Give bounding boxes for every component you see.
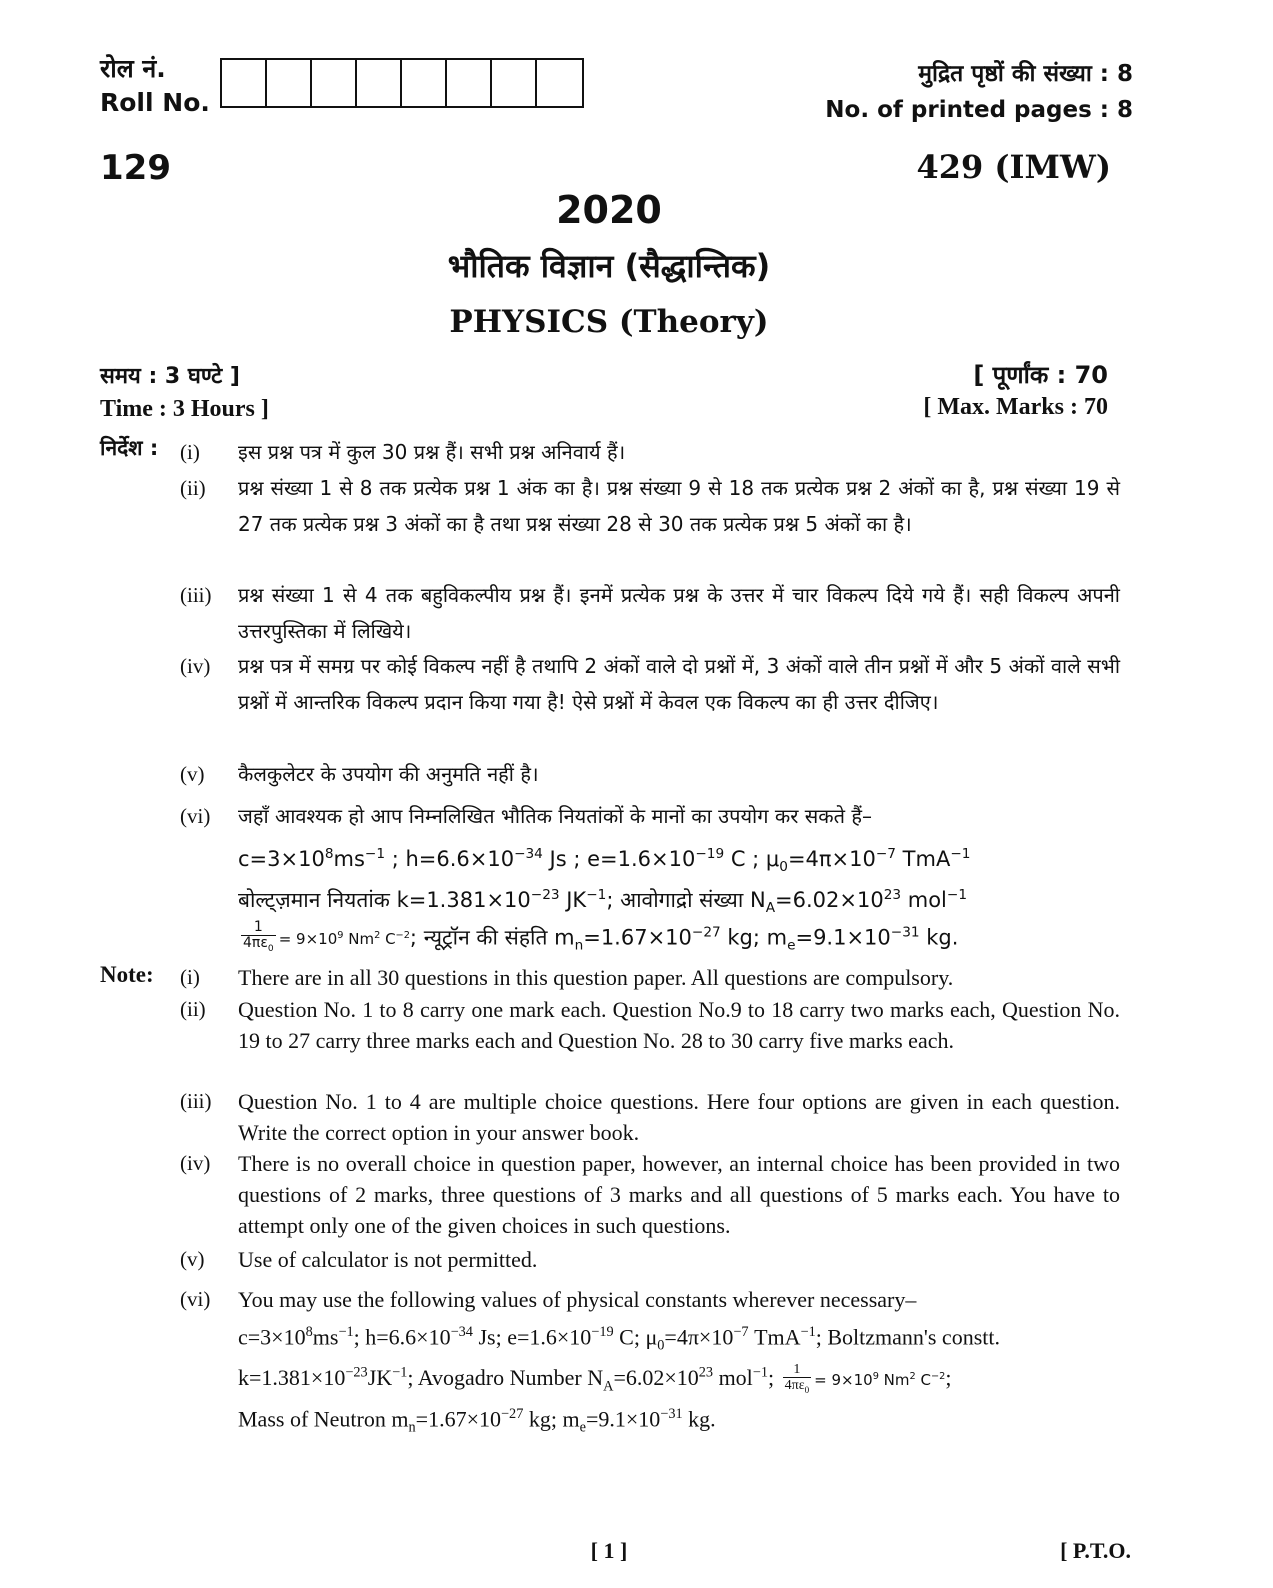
roll-digit-box[interactable] — [492, 60, 537, 106]
paper-code-left: 129 — [100, 148, 171, 188]
constants-line-3-hindi: $\frac{1}{4\pi\varepsilon_0}$ = $9\times 10^9$ Nm$^2$ $C^{-2}$; न्यूट्रॉन की संहति $m_n=1.67\times 10^{-27}$ kg; $m_e=9.1\times 10^{-31}$ kg. — [238, 920, 1120, 957]
subject-title-english: PHYSICS (Theory) — [449, 304, 769, 340]
instruction-text: कैलकुलेटर के उपयोग की अनुमति नहीं है। — [238, 762, 539, 786]
roll-digit-box[interactable] — [447, 60, 492, 106]
roll-digit-box[interactable] — [357, 60, 402, 106]
note-number: (ii) — [180, 997, 206, 1021]
notes-heading-english: Note: — [100, 962, 154, 987]
instructions-heading-hindi: निर्देश : — [100, 436, 159, 460]
printed-pages — [825, 56, 1133, 128]
constants-line-3-english: Mass of Neutron $m_n=1.67\times 10^{-27}$ kg; $m_e=9.1\times 10^{-31}$ kg. — [238, 1406, 716, 1436]
roll-digit-box[interactable] — [537, 60, 582, 106]
coulomb-fraction: $\frac{1}{4\pi\varepsilon_0}$ — [784, 1362, 810, 1395]
note-number: (vi) — [180, 1287, 211, 1311]
constants-line-1-hindi: $c=3\times 10^8ms^{-1}$ ; $h=6.6\times 10^{-34}$ Js ; $e=1.6\times 10^{-19}$ C ; $\mu_0=4\pi\times 10^{-7}$ TmA$^{-1}$ — [238, 846, 971, 876]
instruction-number: (i) — [180, 440, 200, 464]
note-number: (i) — [180, 965, 200, 989]
instruction-hindi — [180, 470, 1120, 542]
note-text: Question No. 1 to 4 are multiple choice questions. Here four options are given in each question. Write the correct option in your answer book. — [238, 1089, 1120, 1145]
roll-label-hindi: रोल नं. — [100, 54, 166, 83]
note-number: (v) — [180, 1247, 205, 1271]
roll-digit-box[interactable] — [267, 60, 312, 106]
instruction-number: (vi) — [180, 804, 211, 828]
note-number: (iv) — [180, 1151, 211, 1175]
roll-digit-box[interactable] — [312, 60, 357, 106]
neutron-label-english: Mass of Neutron — [238, 1406, 386, 1432]
instruction-hindi — [180, 577, 1120, 649]
avogadro-label-hindi: आवोगाद्रो संख्या — [620, 888, 744, 912]
note-text: Question No. 1 to 8 carry one mark each. Question No.9 to 18 carry two marks each, Question No. 19 to 27 carry three marks each and Question No. 28 to 30 carry five marks each. — [238, 997, 1120, 1053]
note-text: There are in all 30 questions in this question paper. All questions are compulsory. — [238, 965, 954, 990]
instruction-text: जहाँ आवश्यक हो आप निम्नलिखित भौतिक नियतांकों के मानों का उपयोग कर सकते हैं– — [238, 804, 873, 828]
boltzmann-label-hindi: बोल्ट्ज़मान नियतांक — [238, 888, 390, 912]
boltzmann-label-english: Boltzmann's constt. — [827, 1324, 1000, 1350]
note-text: There is no overall choice in question paper, however, an internal choice has been provided in two questions of 2 marks, three questions of 3 marks and all questions of 5 marks each. You have to attempt only one of the given choices in such questions. — [238, 1151, 1120, 1238]
roll-label-english: Roll No. — [100, 88, 210, 117]
instruction-text: प्रश्न पत्र में समग्र पर कोई विकल्प नहीं है तथापि 2 अंकों वाले दो प्रश्नों में, 3 अंकों वाले तीन प्रश्नों में और 5 अंकों वाले सभी प्रश्नों में आन्तरिक विकल्प प्रदान किया गया है! ऐसे प्रश्नों में केवल एक विकल्प का ही उत्तर दीजिए। — [238, 654, 1120, 714]
instruction-text: प्रश्न संख्या 1 से 4 तक बहुविकल्पीय प्रश्न हैं। इनमें प्रत्येक प्रश्न के उत्तर में चार विकल्प दिये गये हैं। सही विकल्प अपनी उत्तरपुस्तिका में लिखिये। — [238, 583, 1120, 643]
note-english — [180, 1244, 1120, 1275]
note-text: Use of calculator is not permitted. — [238, 1247, 538, 1272]
max-marks-hindi: [ पूर्णांक : 70 — [973, 361, 1108, 389]
coulomb-fraction: $\frac{1}{4\pi\varepsilon_0}$ — [243, 919, 274, 954]
printed-pages-english: No. of printed pages : 8 — [825, 97, 1133, 123]
roll-digit-box[interactable] — [222, 60, 267, 106]
note-english — [180, 962, 1120, 993]
time-hindi: समय : 3 घण्टे ] — [100, 364, 240, 389]
instruction-hindi — [180, 798, 1120, 834]
note-english — [180, 994, 1120, 1056]
printed-pages-hindi: मुद्रित पृष्ठों की संख्या : 8 — [918, 61, 1133, 87]
note-text: You may use the following values of physical constants wherever necessary– — [238, 1287, 917, 1312]
roll-number-boxes[interactable] — [220, 58, 584, 108]
note-english — [180, 1086, 1120, 1148]
subject-title-hindi: भौतिक विज्ञान (सैद्धान्तिक) — [447, 247, 771, 285]
instruction-number: (ii) — [180, 476, 206, 500]
pto-label: [ P.T.O. — [1060, 1538, 1131, 1563]
avogadro-label-english: Avogadro Number — [417, 1364, 582, 1390]
roll-number-label — [100, 52, 210, 120]
instruction-text: प्रश्न संख्या 1 से 8 तक प्रत्येक प्रश्न 1 अंक का है। प्रश्न संख्या 9 से 18 तक प्रत्येक प्रश्न 2 अंकों का है, प्रश्न संख्या 19 से 27 तक प्रत्येक प्रश्न 3 अंकों का है तथा प्रश्न संख्या 28 से 30 तक प्रत्येक प्रश्न 5 अंकों का है। — [238, 476, 1120, 536]
instruction-hindi — [180, 648, 1120, 720]
constants-line-2-english: $k=1.381\times 10^{-23}JK^{-1}$; Avogadro Number $N_A=6.02\times 10^{23}$ mol$^{-1}$; $\frac{1}{4\pi\varepsilon_0}$ = $9\times 10^9$ Nm$^2$ $C^{-2}$; — [238, 1362, 1120, 1398]
instruction-text: इस प्रश्न पत्र में कुल 30 प्रश्न हैं। सभी प्रश्न अनिवार्य हैं। — [238, 440, 626, 464]
time-english: Time : 3 Hours ] — [100, 396, 269, 422]
constants-line-1-english: $c=3\times 10^8ms^{-1}$; $h=6.6\times 10^{-34}$ Js; $e=1.6\times 10^{-19}$ C; $\mu_0=4\pi\times 10^{-7}$ TmA$^{-1}$; Boltzmann's constt. — [238, 1324, 1000, 1354]
note-number: (iii) — [180, 1089, 212, 1113]
neutron-label-hindi: न्यूट्रॉन की संहति — [423, 925, 548, 950]
instruction-number: (iii) — [180, 583, 212, 607]
max-marks-english: [ Max. Marks : 70 — [923, 394, 1108, 420]
note-english — [180, 1148, 1120, 1241]
constants-line-2-hindi: बोल्ट्ज़मान नियतांक $k=1.381\times 10^{-23}$ $JK^{-1}$; आवोगाद्रो संख्या $N_A=6.02\times 10^{23}$ mol$^{-1}$ — [238, 887, 967, 917]
instruction-hindi — [180, 756, 1120, 792]
instruction-hindi — [180, 434, 1120, 470]
paper-code-right: 429 (IMW) — [916, 148, 1111, 186]
instruction-number: (iv) — [180, 654, 211, 678]
note-english — [180, 1284, 1120, 1315]
roll-digit-box[interactable] — [402, 60, 447, 106]
exam-year: 2020 — [556, 188, 662, 232]
page-number: [ 1 ] — [590, 1538, 628, 1563]
instruction-number: (v) — [180, 762, 205, 786]
